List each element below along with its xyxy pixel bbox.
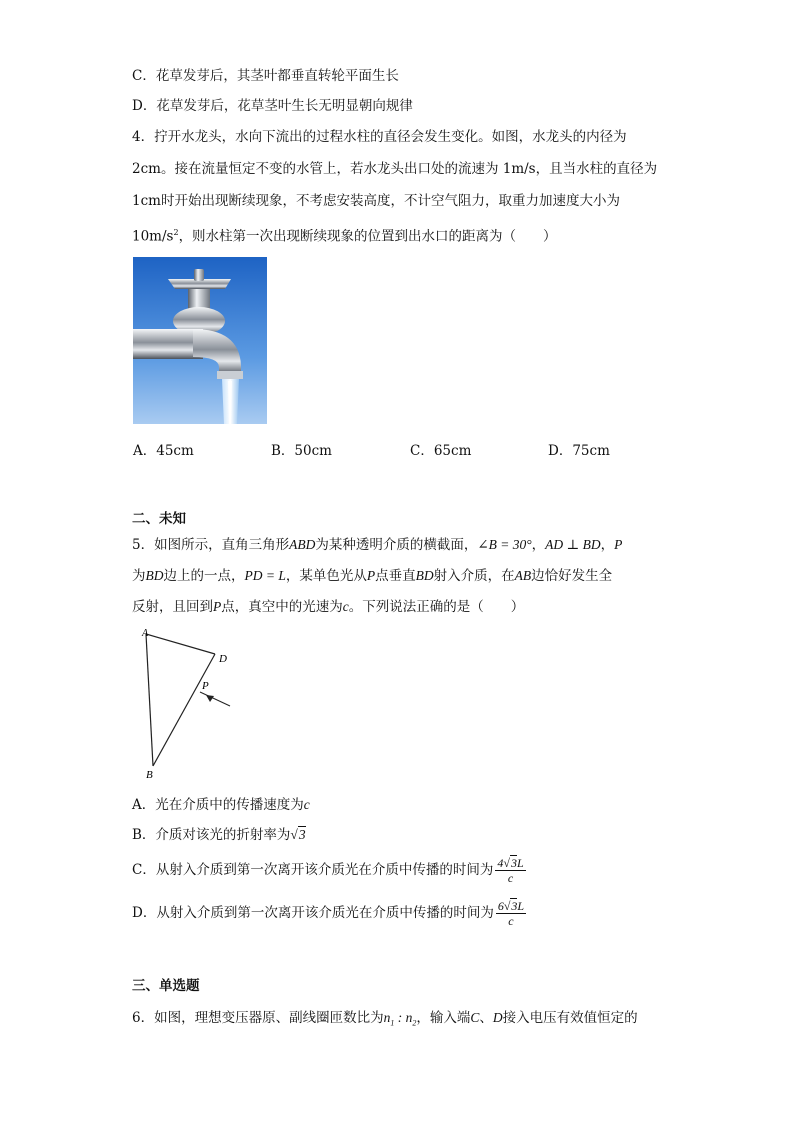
label-a: A [142, 628, 149, 639]
q4-line-1: 4．拧开水龙头，水向下流出的过程水柱的直径会发生变化。如图，水龙头的内径为 [132, 129, 627, 145]
fraction-d: $\frac{6√3L}{c}$ [497, 899, 525, 928]
q4-option-a: A．45cm [133, 443, 194, 459]
q4-option-d: D．75cm [548, 443, 610, 459]
q4-option-c: C．65cm [410, 443, 472, 459]
q5-line-3: 反射，且回到P点，真空中的光速为c。下列说法正确的是（ ） [132, 599, 525, 615]
side-ab [146, 634, 153, 766]
q4-line-3: 1cm时开始出现断续现象，不考虑安装高度，不计空气阻力，取重力加速度大小为 [132, 193, 620, 209]
q5-line-2: 为BD边上的一点，PD = L，某单色光从P点垂直BD射入介质，在AB边恰好发生全 [132, 568, 613, 584]
fraction-c: $\frac{4√3L}{c}$ [497, 856, 524, 885]
q3-option-c: C．花草发芽后，其茎叶都垂直转轮平面生长 [132, 68, 399, 84]
q5-option-c: C．从射入介质到第一次离开该介质光在介质中传播的时间为 $\frac{4√3L}{c}$ [132, 856, 524, 885]
label-p: P [202, 680, 209, 692]
q5-option-b: B．介质对该光的折射率为√3 [132, 827, 306, 843]
section-3-heading: 三、单选题 [132, 978, 200, 994]
q6-line-1: 6．如图，理想变压器原、副线圈匝数比为$n_1$ : $n_2$，输入端C、D接入电压有效值恒定的 [132, 1010, 638, 1028]
q4-line-2: 2cm。接在流量恒定不变的水管上，若水龙头出口处的流速为 1m/s，且当水柱的直径为 [132, 161, 658, 177]
label-d: D [219, 653, 227, 665]
q5-line-1: 5．如图所示，直角三角形ABD为某种透明介质的横截面，∠B = 30°，AD ⊥ BD，P [132, 537, 623, 553]
faucet-image [133, 257, 267, 424]
side-ad [146, 634, 215, 654]
triangle-figure [136, 626, 246, 782]
q5-option-d: D．从射入介质到第一次离开该介质光在介质中传播的时间为 $\frac{6√3L}{c}$ [132, 899, 525, 928]
q4-option-b: B．50cm [271, 443, 332, 459]
q4-line-4: $10m/s^2$，则水柱第一次出现断续现象的位置到出水口的距离为（ ） [132, 228, 557, 245]
section-2-heading: 二、未知 [132, 511, 186, 527]
label-b: B [146, 769, 153, 781]
side-bd [153, 654, 215, 766]
faucet-pipe [133, 329, 203, 359]
q3-option-d: D．花草发芽后，花草茎叶生长无明显朝向规律 [132, 98, 413, 114]
incident-ray [200, 692, 230, 706]
q5-option-a: A．光在介质中的传播速度为c [132, 797, 310, 813]
